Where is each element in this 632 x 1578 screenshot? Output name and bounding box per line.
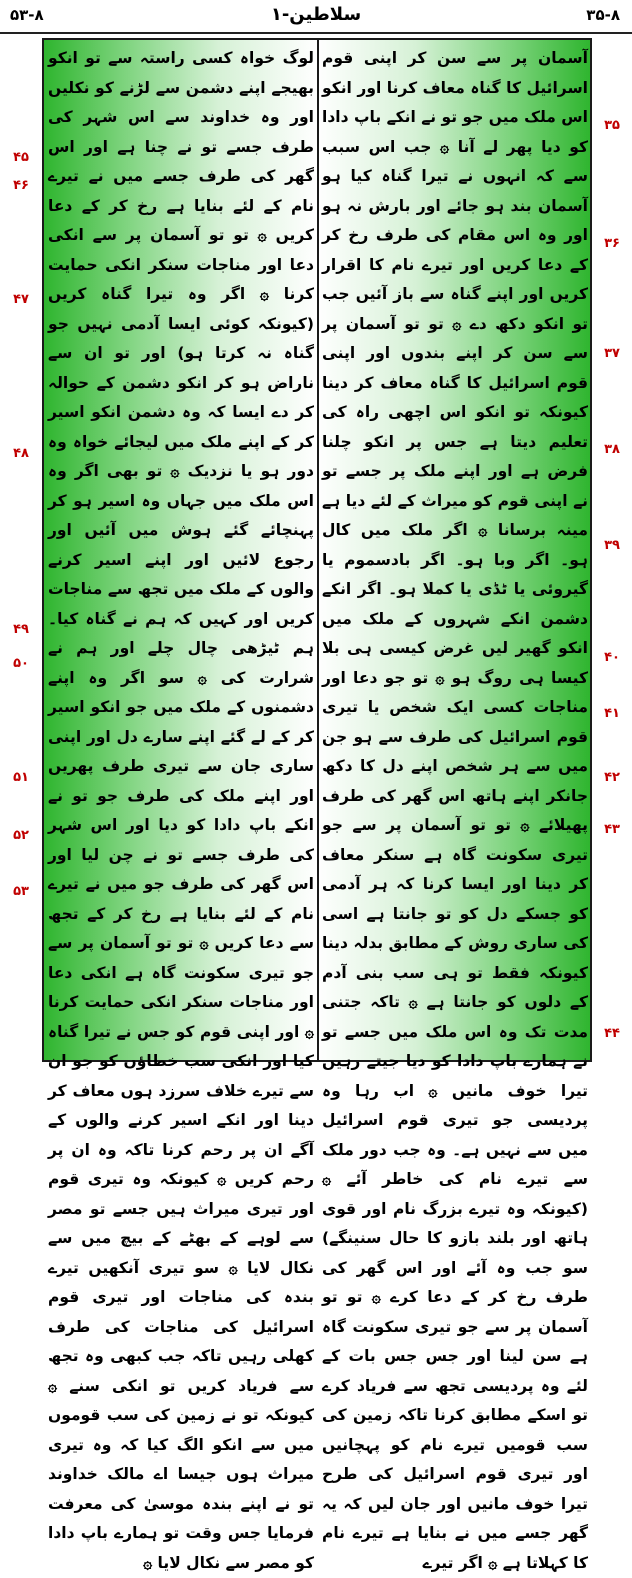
verse-number: ۳۶: [604, 236, 620, 251]
verse-number: ۳۵: [604, 118, 620, 133]
header-rule: [0, 32, 632, 34]
verse-number: ۴۷: [13, 292, 29, 307]
verse-number: ۴۶: [13, 178, 29, 193]
verse-number: ۵۳: [13, 884, 29, 899]
verse-number: ۴۳: [604, 822, 620, 837]
right-page-reference: ۳۵-۸: [586, 6, 620, 24]
verse-number: ۴۰: [604, 650, 620, 665]
verse-number: ۳۹: [604, 538, 620, 553]
column-divider: [317, 38, 319, 1062]
left-page-reference: ۵۳-۸: [10, 6, 44, 24]
verse-number: ۴۲: [604, 770, 620, 785]
verse-number: ۴۴: [604, 1026, 620, 1041]
verse-number: ۳۸: [604, 442, 620, 457]
right-text-column: [322, 44, 588, 1572]
left-text-column: [48, 44, 314, 1572]
page-header: [0, 0, 632, 34]
left-column-text: لوگ خواہ کسی راستہ سے تو انکو بھیجے اپنے دشمن سے لڑنے کو نکلیں اور وہ خداوند سے اس شہر کی طرف جسے تو نے چنا ہے اور اس گھر کی طرف جسے میں نے تیرے نام کے لئے بنایا ہے رخ کر کے دعا کریں ۞ تو تو آسمان پر سے انکی دعا اور مناجات سنکر انکی حمایت کرنا ۞ اگر وہ تیرا گناہ کریں (کیونکہ کوئی ایسا آدمی نہیں جو گناہ نہ کرتا ہو) اور تو ان سے ناراض ہو کر انکو دشمن کے حوالہ کر دے ایسا کہ وہ دشمن انکو اسیر کر کے اپنے ملک میں لیجائے خواہ وہ دور ہو یا نزدیک ۞ تو بھی اگر وہ اس ملک میں جہاں وہ اسیر ہو کر پہنچائے گئے ہوش میں آئیں اور رجوع لائیں اور اپنے اسیر کرنے والوں کے ملک میں تجھ سے مناجات کریں اور کہیں کہ ہم نے گناہ کیا۔ ہم ٹیڑھی چال چلے اور ہم نے شرارت کی ۞ سو اگر وہ اپنے دشمنوں کے ملک میں جو انکو اسیر کر کے لے گئے اپنے سارے دل اور اپنی ساری جان سے تیری طرف پھریں اور اپنے ملک کی طرف جو تو نے انکے باپ دادا کو دیا اور اس شہر کی طرف جسے تو نے چن لیا اور اس گھر کی طرف جو میں نے تیرے نام کے لئے بنایا ہے رخ کر کے تجھ سے دعا کریں ۞ تو تو آسمان پر سے جو تیری سکونت گاہ ہے انکی دعا اور مناجات سنکر انکی حمایت کرنا ۞ اور اپنی قوم کو جس نے تیرا گناہ کیا اور انکی سب خطاؤں کو جو ان سے تیرے خلاف سرزد ہوں معاف کر دینا اور انکے اسیر کرنے والوں کے آگے ان پر رحم کرنا تاکہ وہ ان پر رحم کریں ۞ کیونکہ وہ تیری قوم اور تیری میراث ہیں جسے تو مصر سے لوہے کے بھٹے کے بیچ میں سے نکال لایا ۞ سو تیری آنکھیں تیرے بندہ کی مناجات اور تیری قوم اسرائیل کی مناجات کی طرف کھلی رہیں تاکہ جب کبھی وہ تجھ سے فریاد کریں تو انکی سنے ۞ کیونکہ تو نے زمین کی سب قوموں میں سے انکو الگ کیا کہ وہ تیری میراث ہوں جیسا اے مالک خداوند تو نے اپنے بندہ موسیٰ کی معرفت فرمایا جس وقت تو ہمارے باپ دادا کو مصر سے نکال لایا ۞: [48, 49, 314, 1572]
verse-number: ۴۱: [604, 706, 620, 721]
verse-number: ۴۵: [13, 150, 29, 165]
book-title: ۱-سلاطین: [270, 4, 362, 25]
verse-number: ۵۲: [13, 828, 29, 843]
right-column-text: آسمان پر سے سن کر اپنی قوم اسرائیل کا گناہ معاف کرنا اور انکو اس ملک میں جو تو نے انکے باپ دادا کو دیا پھر لے آنا ۞ جب اس سبب سے کہ انہوں نے تیرا گناہ کیا ہو آسمان بند ہو جائے اور بارش نہ ہو اور وہ اس مقام کی طرف رخ کر کے دعا کریں اور تیرے نام کا اقرار کریں اور اپنے گناہ سے باز آئیں جب تو انکو دکھ دے ۞ تو تو آسمان پر سے سن کر اپنے بندوں اور اپنی قوم اسرائیل کا گناہ معاف کر دینا کیونکہ تو انکو اس اچھی راہ کی تعلیم دیتا ہے جس پر انکو چلنا فرض ہے اور اپنے ملک پر جسے تو نے اپنی قوم کو میراث کے لئے دیا ہے مینہ برسانا ۞ اگر ملک میں کال ہو۔ اگر وبا ہو۔ اگر بادسموم یا گیروئی یا ٹڈی یا کملا ہو۔ اگر انکے دشمن انکے شہروں کے ملک میں انکو گھیر لیں غرض کیسی ہی بلا کیسا ہی روگ ہو ۞ تو جو دعا اور مناجات کسی ایک شخص یا تیری قوم اسرائیل کی طرف سے ہو جن میں سے ہر شخص اپنے دل کا دکھ جانکر اپنے ہاتھ اس گھر کی طرف پھیلائے ۞ تو تو آسمان پر سے جو تیری سکونت گاہ ہے سنکر معاف کر دینا اور ایسا کرنا کہ ہر آدمی کو جسکے دل کو تو جانتا ہے اسی کی ساری روش کے مطابق بدلہ دینا کیونکہ فقط تو ہی سب بنی آدم کے دلوں کو جانتا ہے ۞ تاکہ جتنی مدت تک وہ اس ملک میں جسے تو نے ہمارے باپ دادا کو دیا جیتے رہیں تیرا خوف مانیں ۞ اب رہا وہ پردیسی جو تیری قوم اسرائیل میں سے نہیں ہے۔ وہ جب دور ملک سے تیرے نام کی خاطر آئے ۞ (کیونکہ وہ تیرے بزرگ نام اور قوی ہاتھ اور بلند بازو کا حال سنینگے) سو جب وہ آئے اور اس گھر کی طرف رخ کر کے دعا کرے ۞ تو تو آسمان پر سے جو تیری سکونت گاہ ہے سن لینا اور جس جس بات کے لئے وہ پردیسی تجھ سے فریاد کرے تو اسکے مطابق کرنا تاکہ زمین کی سب قومیں تیرے نام کو پہچانیں اور تیری قوم اسرائیل کی طرح تیرا خوف مانیں اور جان لیں کہ یہ گھر جسے میں نے بنایا ہے تیرے نام کا کہلاتا ہے ۞ اگر تیرے: [322, 49, 588, 1572]
verse-number: ۵۰: [13, 656, 29, 671]
verse-number: ۵۱: [13, 770, 29, 785]
verse-number: ۴۸: [13, 446, 29, 461]
verse-number: ۴۹: [13, 622, 29, 637]
verse-number: ۳۷: [604, 346, 620, 361]
